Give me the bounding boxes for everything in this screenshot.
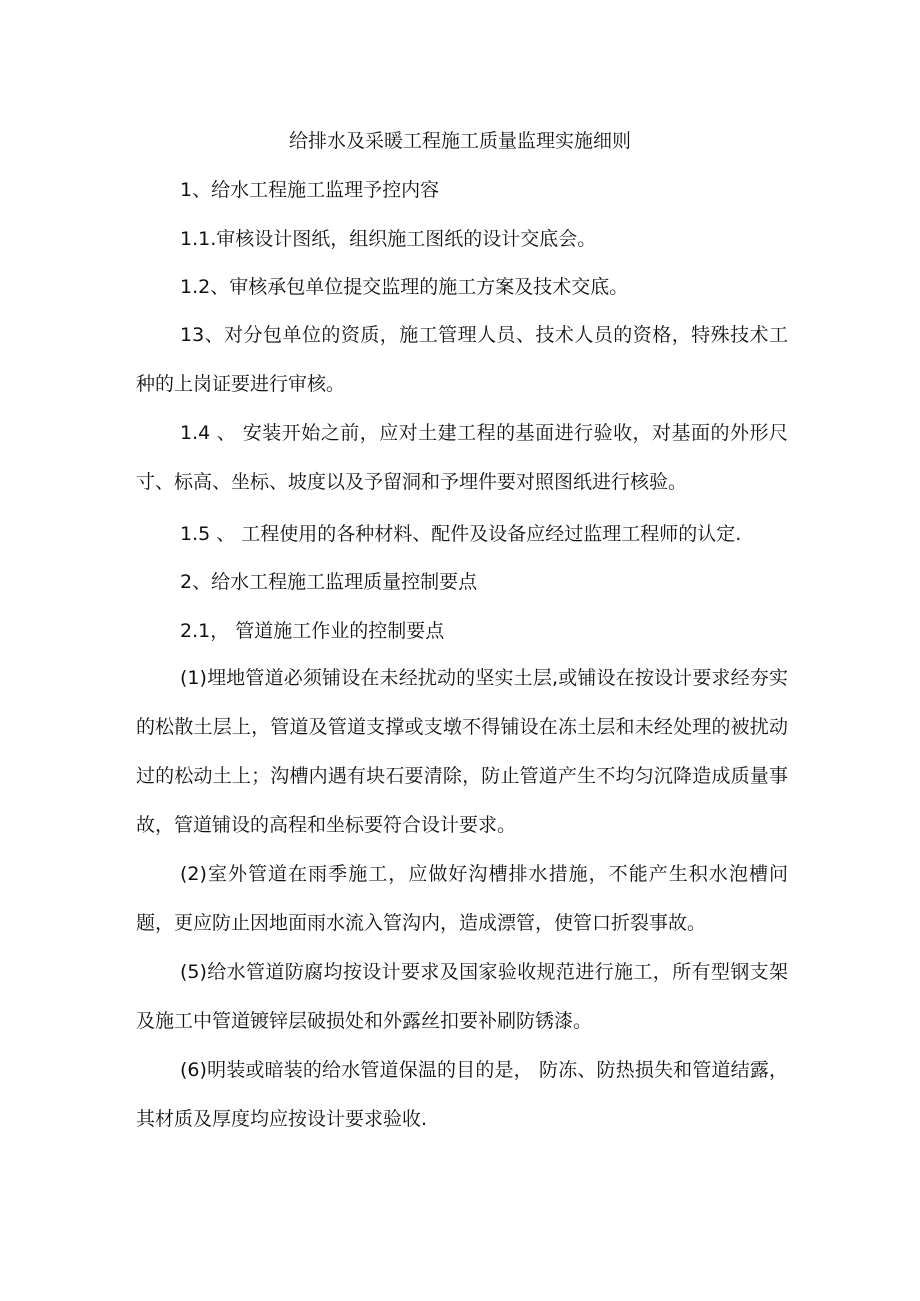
- section-heading-1: 1、给水工程施工监理予控内容: [180, 179, 440, 201]
- paragraph-1-1: 1.1.审核设计图纸，组织施工图纸的设计交底会。: [180, 228, 597, 250]
- paragraph-1-4: 1.4 、 安装开始之前，应对土建工程的基面进行验收，对基面的外形尺寸、标高、坐标、坡度以及予留洞和予埋件要对照图纸进行核验。: [136, 422, 788, 493]
- paragraph-1-5: 1.5 、 工程使用的各种材料、配件及设备应经过监理工程师的认定.: [180, 523, 742, 545]
- document-title: 给排水及采暖工程施工质量监理实施细则: [288, 130, 631, 152]
- item-1: (1)埋地管道必须铺设在未经扰动的坚实土层,或铺设在按设计要求经夯实的松散土层上，管道及管道支撑或支墩不得铺设在冻土层和未经处理的被扰动过的松动土上；沟槽内遇有块石要清除，防止管道产生不均匀沉降造成质量事故，管道铺设的高程和坐标要符合设计要求。: [136, 667, 788, 836]
- paragraph-1-3: 13、对分包单位的资质，施工管理人员、技术人员的资格，特殊技术工种的上岗证要进行审核。: [136, 324, 788, 395]
- paragraph-1-2: 1.2、审核承包单位提交监理的施工方案及技术交底。: [180, 276, 629, 298]
- item-2: (2)室外管道在雨季施工，应做好沟槽排水措施，不能产生积水泡槽问题，更应防止因地面雨水流入管沟内，造成漂管，使管口折裂事故。: [136, 863, 788, 934]
- section-heading-2: 2、给水工程施工监理质量控制要点: [180, 571, 478, 593]
- subsection-heading-2-1: 2.1， 管道施工作业的控制要点: [180, 620, 445, 642]
- item-6: (6)明装或暗装的给水管道保温的目的是， 防冻、防热损失和管道结露，其材质及厚度均应按设计要求验收.: [136, 1059, 788, 1130]
- item-5: (5)给水管道防腐均按设计要求及国家验收规范进行施工，所有型钢支架及施工中管道镀锌层破损处和外露丝扣要补刷防锈漆。: [136, 961, 788, 1032]
